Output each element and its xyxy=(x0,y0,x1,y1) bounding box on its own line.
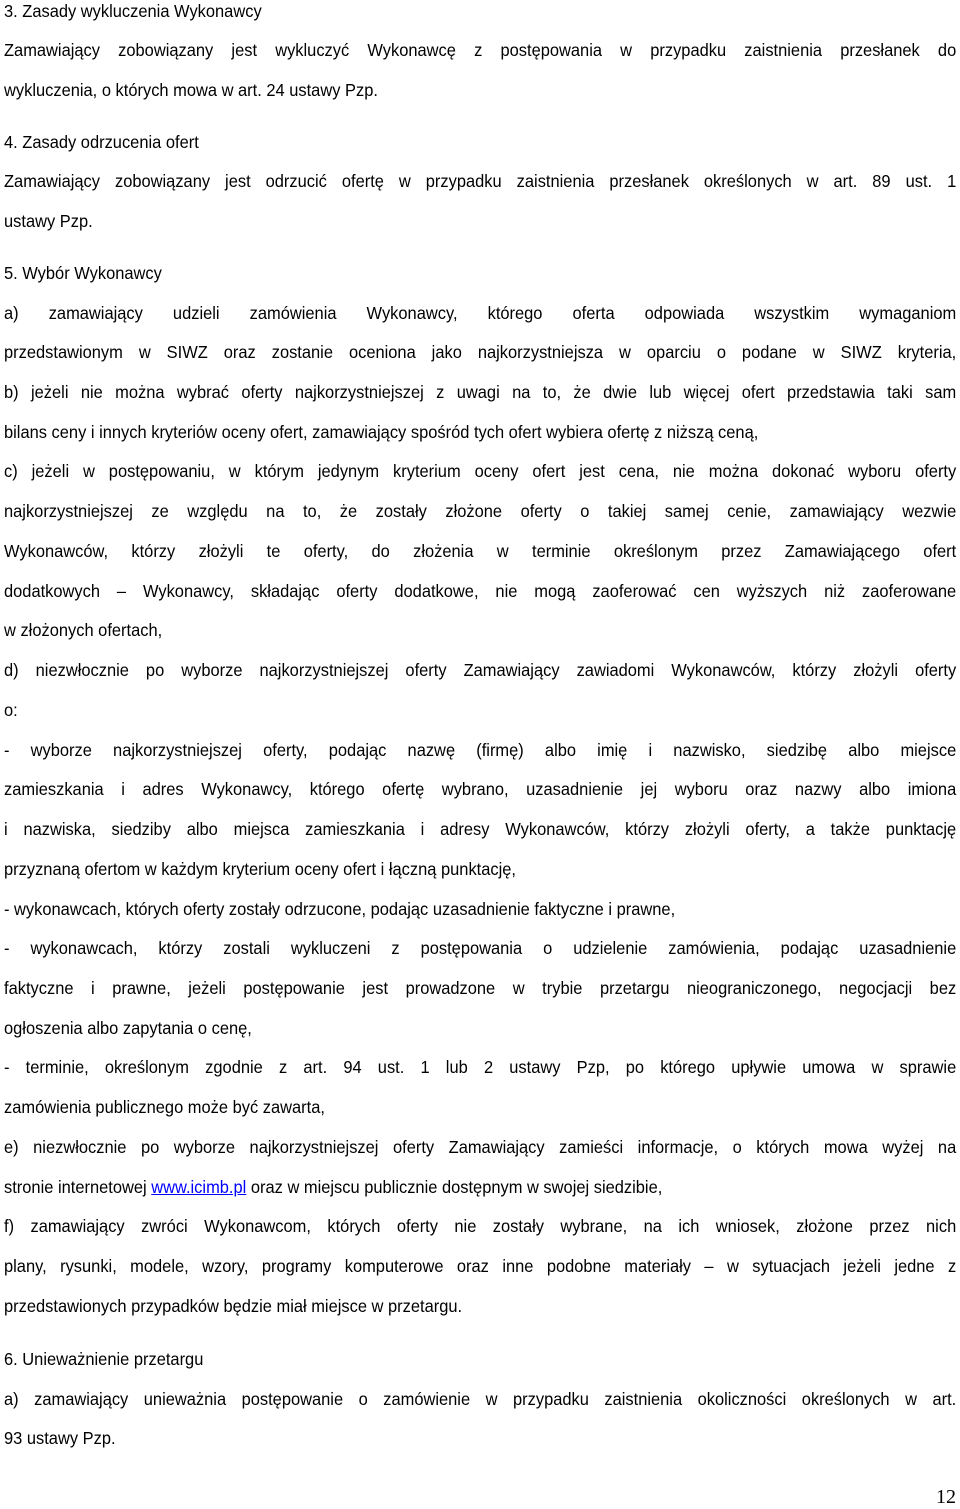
paragraph-line: najkorzystniejszej ze względu na to, że zostały złożone oferty o takiej samej cenie, zamawiający wezwie xyxy=(4,501,957,521)
icimb-website-link[interactable]: www.icimb.pl xyxy=(151,1177,247,1197)
paragraph-line: e) niezwłocznie po wyborze najkorzystniejszej oferty Zamawiający zamieści informacje, o których mowa wyżej na xyxy=(4,1137,957,1157)
paragraph-line: d) niezwłocznie po wyborze najkorzystniejszej oferty Zamawiający zawiadomi Wykonawców, którzy złożyli oferty xyxy=(4,660,957,680)
section-heading: 4. Zasady odrzucenia ofert xyxy=(4,132,199,152)
paragraph-line: - wykonawcach, którzy zostali wykluczeni z postępowania o udzielenie zamówienia, podając uzasadnienie xyxy=(4,938,957,958)
section-heading: 5. Wybór Wykonawcy xyxy=(4,263,162,283)
paragraph-line-with-link xyxy=(4,1176,899,1198)
paragraph-line: a) zamawiający udzieli zamówienia Wykonawcy, którego oferta odpowiada wszystkim wymaganiom xyxy=(4,303,957,323)
paragraph-line: przedstawionych przypadków będzie miał miejsce w przetargu. xyxy=(4,1296,463,1316)
paragraph-line: b) jeżeli nie można wybrać oferty najkorzystniejszej z uwagi na to, że dwie lub więcej ofert przedstawia taki sam xyxy=(4,382,957,402)
paragraph-line: przedstawionym w SIWZ oraz zostanie oceniona jako najkorzystniejsza w oparciu o podane w SIWZ kryteria, xyxy=(4,342,957,362)
link-line-before: stronie internetowej xyxy=(4,1177,152,1197)
paragraph-line: f) zamawiający zwróci Wykonawcom, których oferty nie zostały wybrane, na ich wniosek, złożone przez nich xyxy=(4,1216,957,1236)
paragraph-line: - wykonawcach, których oferty zostały odrzucone, podając uzasadnienie faktyczne i prawne, xyxy=(4,899,676,919)
paragraph-line: c) jeżeli w postępowaniu, w którym jedynym kryterium oceny ofert jest cena, nie można dokonać wyboru oferty xyxy=(4,461,957,481)
paragraph-line: 93 ustawy Pzp. xyxy=(4,1428,116,1448)
paragraph-line: Wykonawców, którzy złożyli te oferty, do złożenia w terminie określonym przez Zamawiającego ofert xyxy=(4,541,957,561)
paragraph-line: wykluczenia, o których mowa w art. 24 ustawy Pzp. xyxy=(4,80,378,100)
paragraph-line: plany, rysunki, modele, wzory, programy komputerowe oraz inne podobne materiały – w sytuacjach jeżeli jedne z xyxy=(4,1256,957,1276)
paragraph-line: i nazwiska, siedziby albo miejsca zamieszkania i adresy Wykonawców, którzy złożyli oferty, a także punktację xyxy=(4,819,957,839)
paragraph-line: ogłoszenia albo zapytania o cenę, xyxy=(4,1018,252,1038)
paragraph-line: faktyczne i prawne, jeżeli postępowanie jest prowadzone w trybie przetargu nieograniczonego, negocjacji bez xyxy=(4,978,957,998)
paragraph-line: przyznaną ofertom w każdym kryterium oceny ofert i łączną punktację, xyxy=(4,859,516,879)
paragraph-line: a) zamawiający unieważnia postępowanie o zamówienie w przypadku zaistnienia okoliczności określonych w art. xyxy=(4,1389,957,1409)
paragraph-line: dodatkowych – Wykonawcy, składając oferty dodatkowe, nie mogą zaoferować cen wyższych niż zaoferowane xyxy=(4,581,957,601)
paragraph-line: w złożonych ofertach, xyxy=(4,620,163,640)
page-number: 12 xyxy=(936,1486,956,1508)
paragraph-line: bilans ceny i innych kryteriów oceny ofert, zamawiający spośród tych ofert wybiera ofertę z niższą ceną, xyxy=(4,422,759,442)
section-heading: 6. Unieważnienie przetargu xyxy=(4,1349,204,1369)
paragraph-line: Zamawiający zobowiązany jest odrzucić ofertę w przypadku zaistnienia przesłanek określonych w art. 89 ust. 1 xyxy=(4,171,957,191)
paragraph-line: zamówienia publicznego może być zawarta, xyxy=(4,1097,325,1117)
section-heading: 3. Zasady wykluczenia Wykonawcy xyxy=(4,1,262,21)
paragraph-line: - wyborze najkorzystniejszej oferty, podając nazwę (firmę) albo imię i nazwisko, siedzibę albo miejsce xyxy=(4,740,957,760)
paragraph-line: - terminie, określonym zgodnie z art. 94 ust. 1 lub 2 ustawy Pzp, po którego upływie umowa w sprawie xyxy=(4,1057,957,1077)
link-line-after: oraz w miejscu publicznie dostępnym w swojej siedzibie, xyxy=(246,1177,663,1197)
paragraph-line: Zamawiający zobowiązany jest wykluczyć Wykonawcę z postępowania w przypadku zaistnienia przesłanek do xyxy=(4,40,957,60)
paragraph-line: zamieszkania i adres Wykonawcy, którego ofertę wybrano, uzasadnienie jej wyboru oraz nazwy albo imiona xyxy=(4,779,957,799)
paragraph-line: ustawy Pzp. xyxy=(4,211,93,231)
paragraph-line: o: xyxy=(4,700,18,720)
